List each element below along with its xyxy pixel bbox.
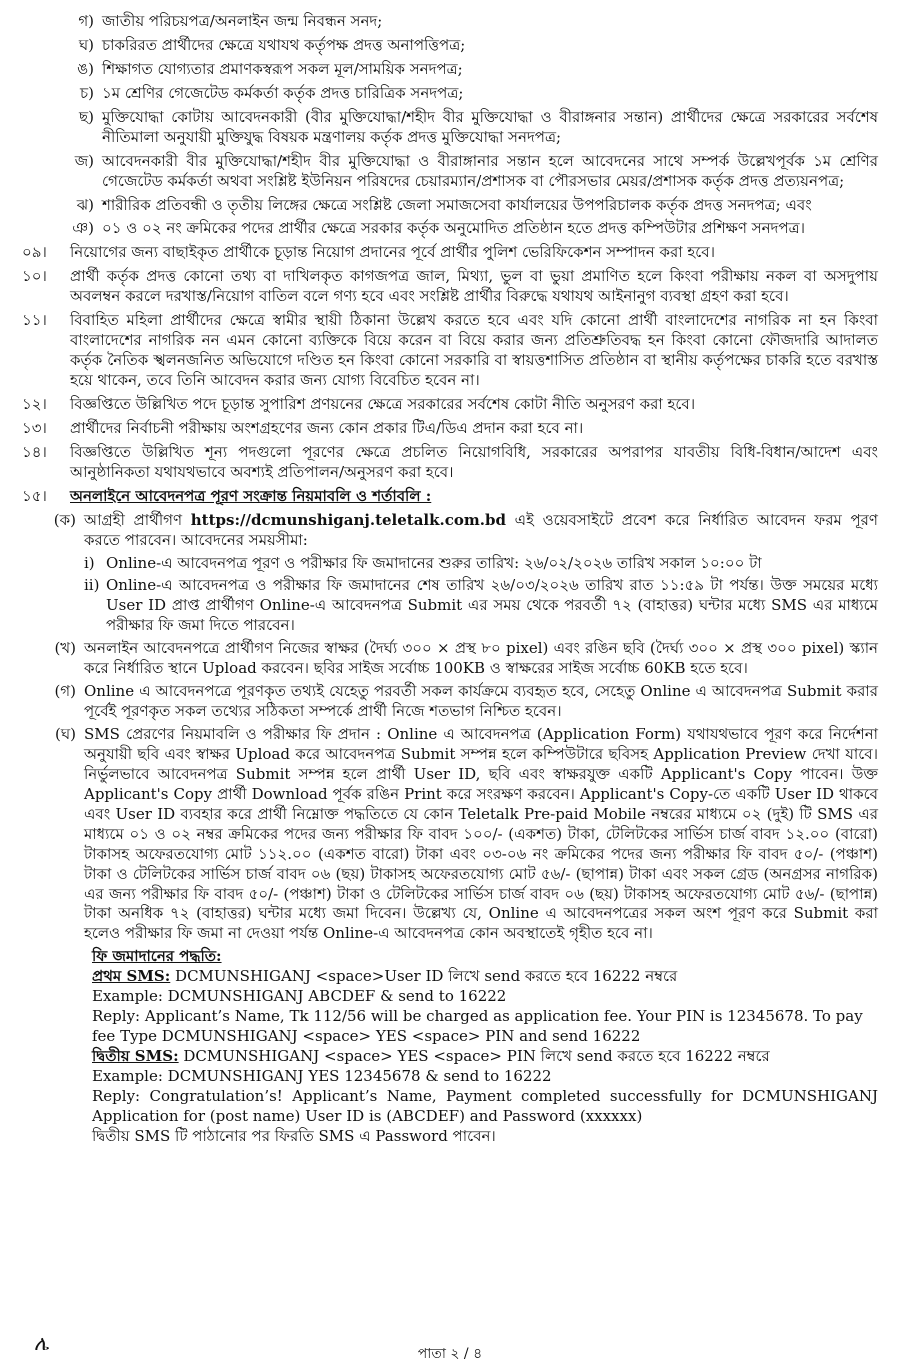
clause: ১৩। প্রার্থীদের নির্বাচনী পরীক্ষায় অংশগ্রহণের জন্য কোন প্রকার টিএ/ডিএ প্রদান করা হবে না।: [22, 418, 584, 437]
fee-heading: ফি জমাদানের পদ্ধতি:: [92, 947, 222, 966]
sms2-reply: Reply: Congratulation’s! Applicant’s Name, Payment completed successfully for DCMUNSHIGANJ Application for (post name) User ID is (ABCDEF) and Password (xxxxxx): [92, 1086, 878, 1125]
clause: ০৯। নিয়োগের জন্য বাছাইকৃত প্রার্থীকে চূড়ান্ত নিয়োগ প্রদানের পূর্বে প্রার্থীর পুলিশ ভেরিফিকেশন সম্পাদন করা হবে।: [22, 243, 715, 262]
sub-item-ga: (গ) Online এ আবেদনপত্রে পূরণকৃত তথ্যই যেহেতু পরবর্তী সকল কার্যক্রমে ব্যবহৃত হবে, সেহেতু Online এ আবেদনপত্র Submit করার পূর্বেই পূরণকৃত সকল তথ্যের সঠিকতা সম্পর্কে প্রার্থী নিজে শতভাগ নিশ্চিত হবেন।: [54, 682, 878, 721]
list-item: চ) ১ম শ্রেণির গেজেটেড কর্মকর্তা কর্তৃক প্রদত্ত চারিত্রিক সনদপত্র;: [80, 83, 464, 102]
handwritten-initial: ሌ: [34, 1331, 49, 1355]
clause: ১১। বিবাহিত মহিলা প্রার্থীদের ক্ষেত্রে স্বামীর স্থায়ী ঠিকানা উল্লেখ করতে হবে এবং যদি কোনো প্রার্থী বাংলাদেশের নাগরিক না হন কিংবা বাংলাদেশের নাগরিক নন এমন কোনো ব্যক্তিকে বিয়ে করেন বা বিয়ে করার জন্য প্রতিশ্রুতিবদ্ধ হন কিংবা কোনো ফৌজদারি আদালত কর্তৃক নৈতিক স্খলনজনিত অভিযোগে দণ্ডিত হন কিংবা কোনো সরকারি বা স্বায়ত্তশাসিত প্রতিষ্ঠান বা স্থানীয় কর্তৃপক্ষের চাকরি হতে বরখাস্ত হয়ে থাকেন, তবে তিনি আবেদন করার জন্য যোগ্য বিবেচিত হবেন না।: [22, 311, 878, 389]
sms1-line: প্রথম SMS: DCMUNSHIGANJ <space>User ID লিখে send করতে হবে 16222 নম্বরে: [92, 967, 678, 986]
numbered-clauses: [22, 243, 878, 482]
section-heading: অনলাইনে আবেদনপত্র পূরণ সংক্রান্ত নিয়মাবলি ও শর্তাবলি :: [70, 486, 432, 505]
clause-15-heading-row: ১৫। অনলাইনে আবেদনপত্র পূরণ সংক্রান্ত নিয়মাবলি ও শর্তাবলি :: [22, 487, 878, 507]
list-item: ঙ) শিক্ষাগত যোগ্যতার প্রমাণকস্বরূপ সকল মূল/সাময়িক সনদপত্র;: [77, 59, 463, 78]
sms2-line: দ্বিতীয় SMS: DCMUNSHIGANJ <space> YES <space> PIN লিখে send করতে হবে 16222 নম্বরে: [92, 1047, 770, 1065]
deadline-end: ii) Online-এ আবেদনপত্র ও পরীক্ষার ফি জমাদানের শেষ তারিখ ২৬/০৩/২০২৬ তারিখ রাত ১১:৫৯ টা পর্যন্ত। উক্ত সময়ের মধ্যে User ID প্রাপ্ত প্রার্থীগণ Online-এ আবেদনপত্র Submit এর সময় থেকে পরবর্তী ৭২ (বাহাত্তর) ঘন্টার মধ্যে SMS এর মাধ্যমে পরীক্ষার ফি জমা দিতে পারবেন।: [84, 576, 878, 635]
sub-item-kha: (খ) অনলাইন আবেদনপত্রে প্রার্থীগণ নিজের স্বাক্ষর (দৈর্ঘ্য ৩০০ × প্রস্থ ৮০ pixel) এবং রঙিন ছবি (দৈর্ঘ্য ৩০০ × প্রস্থ ৩০০ pixel) স্ক্যান করে নির্ধারিত স্থানে Upload করবেন। ছবির সাইজ সর্বোচ্চ 100KB ও স্বাক্ষরের সাইজ সর্বোচ্চ 60KB হতে হবে।: [54, 639, 878, 678]
clause: ১২। বিজ্ঞপ্তিতে উল্লিখিত পদে চূড়ান্ত সুপারিশ প্রণয়নের ক্ষেত্রে সরকারের সর্বশেষ কোটা নীতি অনুসরণ করা হবে।: [22, 394, 696, 413]
sms2-example: Example: DCMUNSHIGANJ YES 12345678 & send to 16222: [92, 1066, 552, 1085]
sms1-reply: Reply: Applicant’s Name, Tk 112/56 will be charged as application fee. Your PIN is 12345678. To pay fee Type DCMUNSHIGANJ <space> YES <space> PIN and send 16222: [92, 1007, 863, 1046]
deadline-start: i) Online-এ আবেদনপত্র পূরণ ও পরীক্ষার ফি জমাদানের শুরুর তারিখ: ২৬/০২/২০২৬ তারিখ সকাল ১০:০০ টা: [84, 553, 762, 572]
fee-section: [22, 947, 878, 1146]
sub-item-ka: (ক) আগ্রহী প্রার্থীগণ https://dcmunshiganj.teletalk.com.bd এই ওয়েবসাইটে প্রবেশ করে নির্ধারিত আবেদন ফরম পূরণ করতে পারবেন। আবেদনের সময়সীমা:: [53, 510, 879, 549]
clause: ১০। প্রার্থী কর্তৃক প্রদত্ত কোনো তথ্য বা দাখিলকৃত কাগজপত্র জাল, মিথ্যা, ভুল বা ভুয়া প্রমাণিত হলে কিংবা পরীক্ষায় নকল বা অসদুপায় অবলম্বন করলে দরখাস্ত/নিয়োগ বাতিল বলে গণ্য হবে এবং সংশ্লিষ্ট প্রার্থীর বিরুদ্ধে যথাযথ আইনানুগ ব্যবস্থা গ্রহণ করা হবে।: [22, 267, 878, 306]
list-item: ঞ) ০১ ও ০২ নং ক্রমিকের পদের প্রার্থীর ক্ষেত্রে সরকার কর্তৃক অনুমোদিত প্রতিষ্ঠান হতে প্রদত্ত কম্পিউটার প্রশিক্ষণ সনদপত্র।: [72, 219, 805, 238]
list-item: ঝ) শারীরিক প্রতিবন্ধী ও তৃতীয় লিঙ্গের ক্ষেত্রে সংশ্লিষ্ট জেলা সমাজসেবা কার্যালয়ের উপপরিচালক কর্তৃক প্রদত্ত সনদপত্র; এবং: [76, 195, 812, 214]
password-note: দ্বিতীয় SMS টি পাঠানোর পর ফিরতি SMS এ Password পাবেন।: [92, 1126, 496, 1145]
list-item: গ) জাতীয় পরিচয়পত্র/অনলাইন জন্ম নিবন্ধন সনদ;: [78, 12, 383, 30]
sms1-example: Example: DCMUNSHIGANJ ABCDEF & send to 16222: [92, 987, 507, 1006]
application-website-link[interactable]: https://dcmunshiganj.teletalk.com.bd: [190, 510, 506, 529]
sub-item-gha: (ঘ) SMS প্রেরণের নিয়মাবলি ও পরীক্ষার ফি প্রদান : Online এ আবেদনপত্র (Application Form) যথাযথভাবে পূরণ করে নির্দেশনা অনুযায়ী ছবি এবং স্বাক্ষর Upload করে আবেদনপত্র Submit সম্পন্ন হলে কম্পিউটারে ছবিসহ Application Preview দেখা যাবে। নির্ভুলভাবে আবেদনপত্র Submit সম্পন্ন হলে প্রার্থী User ID, ছবি এবং স্বাক্ষরযুক্ত একটি Applicant's Copy পাবেন। উক্ত Applicant's Copy প্রার্থী Download পূর্বক রঙিন Print করে সংরক্ষণ করবেন। Applicant's Copy-তে একটি User ID থাকবে এবং User ID ব্যবহার করে প্রার্থী নিম্নোক্ত পদ্ধতিতে যে কোন Teletalk Pre-paid Mobile নম্বরের মাধ্যমে ০২ (দুই) টি SMS এর মাধ্যমে ০১ ও ০২ নম্বর ক্রমিকের পদের জন্য পরীক্ষার ফি বাবদ ১০০/- (একশত) টাকা, টেলিটকের সার্ভিস চার্জ বাবদ ১২.০০ (বারো) টাকাসহ অফেরতযোগ্য মোট ১১২.০০ (একশত বারো) টাকা এবং ০৩-০৬ নং ক্রমিকের পদের জন্য পরীক্ষার ফি বাবদ ৫০/- (পঞ্চাশ) টাকা ও টেলিটকের সার্ভিস চার্জ বাবদ ০৬ (ছয়) টাকাসহ অফেরতযোগ্য মোট ৫৬/- (ছাপান্ন) টাকা এবং সকল গ্রেড (অনগ্রসর নাগরিক) এর জন্য পরীক্ষার ফি বাবদ ৫০/- (পঞ্চাশ) টাকা ও টেলিটকের সার্ভিস চার্জ বাবদ ০৬ (ছয়) টাকাসহ অফেরতযোগ্য মোট ৫৬/- (ছাপান্ন) টাকা অনধিক ৭২ (বাহাত্তর) ঘন্টার মধ্যে জমা দিবেন। উল্লেখ্য যে, Online এ আবেদনপত্রের সকল অংশ পূরণ করে Submit করা হলেও পরীক্ষার ফি জমা না দেওয়া পর্যন্ত Online-এ আবেদনপত্র কোন অবস্থাতেই গৃহীত হবে না।: [55, 725, 878, 943]
clause: ১৪। বিজ্ঞপ্তিতে উল্লিখিত শূন্য পদগুলো পূরণের ক্ষেত্রে প্রচলিত নিয়োগবিধি, সরকারের অপরাপর যাবতীয় বিধি-বিধান/আদেশ এবং আনুষ্ঠানিকতা যথাযথভাবে অবশ্যই প্রতিপালন/অনুসরণ করা হবে।: [22, 442, 878, 481]
list-item: ছ) মুক্তিযোদ্ধা কোটায় আবেদনকারী (বীর মুক্তিযোদ্ধা/শহীদ বীর মুক্তিযোদ্ধা ও বীরাঙ্গনার সন্তান) প্রার্থীদের ক্ষেত্রে সরকারের সর্বশেষ নীতিমালা অনুযায়ী মুক্তিযুদ্ধ বিষয়ক মন্ত্রণালয় কর্তৃক প্রদত্ত মুক্তিযোদ্ধা সনদপত্র;: [79, 107, 878, 146]
requirement-list: [22, 12, 878, 239]
list-item: ঘ) চাকরিরত প্রার্থীদের ক্ষেত্রে যথাযথ কর্তৃপক্ষ প্রদত্ত অনাপত্তিপত্র;: [78, 35, 466, 54]
page-number: পাতা ২ / ৪: [417, 1346, 483, 1362]
list-item: জ) আবেদনকারী বীর মুক্তিযোদ্ধা/শহীদ বীর মুক্তিযোদ্ধা ও বীরাঙ্গানার সন্তান হলে আবেদনের সাথে সম্পর্ক উল্লেখপূর্বক ১ম শ্রেণির গেজেটেড কর্মকর্তা অথবা সংশ্লিষ্ট ইউনিয়ন পরিষদের চেয়ারম্যান/প্রশাসক বা পৌরসভার মেয়র/প্রশাসক কর্তৃক প্রদত্ত প্রত্যয়নপত্র;: [74, 151, 878, 190]
